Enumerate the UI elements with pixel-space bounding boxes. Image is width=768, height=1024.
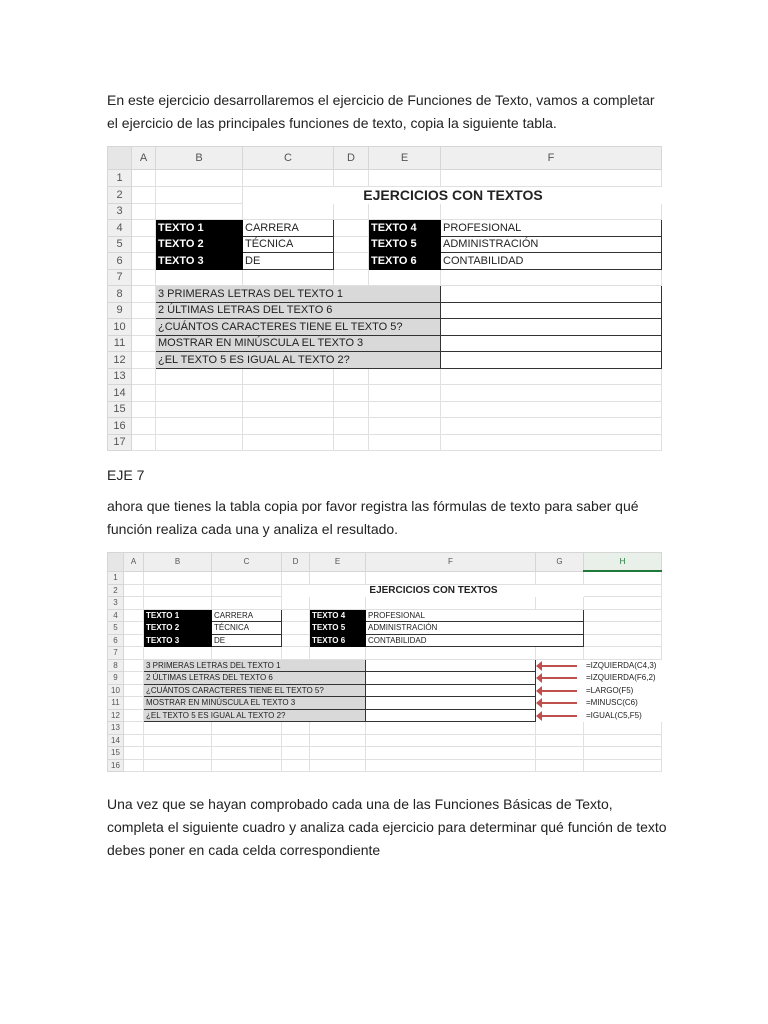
row-number: 4 (108, 220, 132, 237)
answer-cell (441, 335, 662, 352)
column-header: F (441, 147, 662, 170)
label-cell: TEXTO 6 (369, 253, 441, 270)
column-header: D (334, 147, 369, 170)
closing-paragraph: Una vez que se hayan comprobado cada una de las Funciones Básicas de Texto, completa el siguiente cuadro y analiza cada ejercicio para determinar qué función de texto debes poner en cada celda correspondiente (107, 796, 667, 858)
column-header: B (144, 553, 212, 572)
answer-cell (441, 286, 662, 303)
row-number: 8 (108, 286, 132, 303)
row-number: 12 (108, 709, 124, 722)
value-cell: DE (243, 253, 334, 270)
formula-text: =IZQUIERDA(F6,2) (586, 673, 656, 683)
column-header: E (369, 147, 441, 170)
question-cell: 2 ÚLTIMAS LETRAS DEL TEXTO 6 (156, 302, 441, 319)
question-cell: ¿CUÁNTOS CARACTERES TIENE EL TEXTO 5? (156, 319, 441, 336)
row-number: 14 (108, 385, 132, 402)
arrow-icon (536, 672, 584, 685)
question-cell: ¿EL TEXTO 5 ES IGUAL AL TEXTO 2? (156, 352, 441, 369)
column-header: C (243, 147, 334, 170)
sheet-title: EJERCICIOS CON TEXTOS (363, 186, 543, 203)
answer-cell (441, 352, 662, 369)
row-number: 16 (108, 759, 124, 772)
value-cell: CARRERA (212, 609, 282, 622)
label-cell: TEXTO 6 (310, 634, 366, 647)
row-number: 1 (108, 571, 124, 584)
row-number: 10 (108, 319, 132, 336)
question-cell: 3 PRIMERAS LETRAS DEL TEXTO 1 (144, 659, 366, 672)
question-cell: MOSTRAR EN MINÚSCULA EL TEXTO 3 (144, 697, 366, 710)
label-cell: TEXTO 3 (156, 253, 243, 270)
row-number: 13 (108, 368, 132, 385)
value-cell: ADMINISTRACIÓN (441, 236, 662, 253)
answer-cell (366, 684, 536, 697)
label-cell: TEXTO 4 (369, 220, 441, 237)
answer-cell (441, 302, 662, 319)
arrow-icon (536, 659, 584, 672)
label-cell: TEXTO 3 (144, 634, 212, 647)
value-cell: CONTABILIDAD (366, 634, 584, 647)
row-number: 1 (108, 170, 132, 187)
label-cell: TEXTO 5 (369, 236, 441, 253)
row-number: 11 (108, 697, 124, 710)
value-cell: ADMINISTRACIÓN (366, 622, 584, 635)
answer-cell (366, 672, 536, 685)
label-cell: TEXTO 4 (310, 609, 366, 622)
arrow-icon (536, 709, 584, 722)
corner-cell (108, 553, 124, 572)
row-number: 3 (108, 203, 132, 220)
answer-cell (366, 709, 536, 722)
arrow-icon (536, 684, 584, 697)
sheet-title: EJERCICIOS CON TEXTOS (369, 584, 498, 596)
column-header: A (132, 147, 156, 170)
spreadsheet-image-1 (107, 146, 661, 461)
column-header: G (536, 553, 584, 572)
column-header: E (310, 553, 366, 572)
label-cell: TEXTO 2 (156, 236, 243, 253)
row-number: 2 (108, 186, 132, 203)
answer-cell (441, 319, 662, 336)
row-number: 12 (108, 352, 132, 369)
column-header: D (282, 553, 310, 572)
row-number: 16 (108, 418, 132, 435)
row-number: 10 (108, 684, 124, 697)
arrow-icon (536, 697, 584, 710)
formula-text: =MINUSC(C6) (586, 698, 638, 708)
section-label: EJE 7 (107, 467, 145, 483)
column-header: C (212, 553, 282, 572)
column-header-selected: H (584, 553, 662, 572)
row-number: 5 (108, 622, 124, 635)
column-header: F (366, 553, 536, 572)
answer-cell (366, 659, 536, 672)
row-number: 17 (108, 434, 132, 451)
row-number: 7 (108, 269, 132, 286)
row-number: 5 (108, 236, 132, 253)
question-cell: MOSTRAR EN MINÚSCULA EL TEXTO 3 (156, 335, 441, 352)
row-number: 6 (108, 253, 132, 270)
value-cell: TÉCNICA (243, 236, 334, 253)
question-cell: ¿CUÁNTOS CARACTERES TIENE EL TEXTO 5? (144, 684, 366, 697)
row-number: 9 (108, 302, 132, 319)
row-number: 2 (108, 584, 124, 597)
value-cell: PROFESIONAL (441, 220, 662, 237)
intro-paragraph: En este ejercicio desarrollaremos el ejercicio de Funciones de Texto, vamos a completar el ejercicio de las principales funciones de texto, copia la siguiente tabla. (107, 92, 655, 131)
value-cell: CARRERA (243, 220, 334, 237)
question-cell: ¿EL TEXTO 5 ES IGUAL AL TEXTO 2? (144, 709, 366, 722)
corner-cell (108, 147, 132, 170)
column-header: B (156, 147, 243, 170)
formula-text: =IZQUIERDA(C4,3) (586, 660, 657, 670)
row-number: 6 (108, 634, 124, 647)
row-number: 13 (108, 722, 124, 735)
label-cell: TEXTO 1 (144, 609, 212, 622)
spreadsheet-image-2 (107, 552, 661, 780)
row-number: 14 (108, 734, 124, 747)
label-cell: TEXTO 2 (144, 622, 212, 635)
value-cell: CONTABILIDAD (441, 253, 662, 270)
row-number: 9 (108, 672, 124, 685)
row-number: 8 (108, 659, 124, 672)
answer-cell (366, 697, 536, 710)
instruction-paragraph: ahora que tienes la tabla copia por favor registra las fórmulas de texto para saber qué función realiza cada una y analiza el resultado. (107, 498, 639, 537)
row-number: 11 (108, 335, 132, 352)
row-number: 15 (108, 401, 132, 418)
label-cell: TEXTO 1 (156, 220, 243, 237)
value-cell: TÉCNICA (212, 622, 282, 635)
row-number: 3 (108, 597, 124, 610)
row-number: 4 (108, 609, 124, 622)
row-number: 7 (108, 647, 124, 660)
formula-text: =IGUAL(C5,F5) (586, 710, 642, 720)
label-cell: TEXTO 5 (310, 622, 366, 635)
formula-text: =LARGO(F5) (586, 685, 634, 695)
question-cell: 2 ÚLTIMAS LETRAS DEL TEXTO 6 (144, 672, 366, 685)
value-cell: PROFESIONAL (366, 609, 584, 622)
row-number: 15 (108, 747, 124, 760)
question-cell: 3 PRIMERAS LETRAS DEL TEXTO 1 (156, 286, 441, 303)
column-header: A (124, 553, 144, 572)
value-cell: DE (212, 634, 282, 647)
